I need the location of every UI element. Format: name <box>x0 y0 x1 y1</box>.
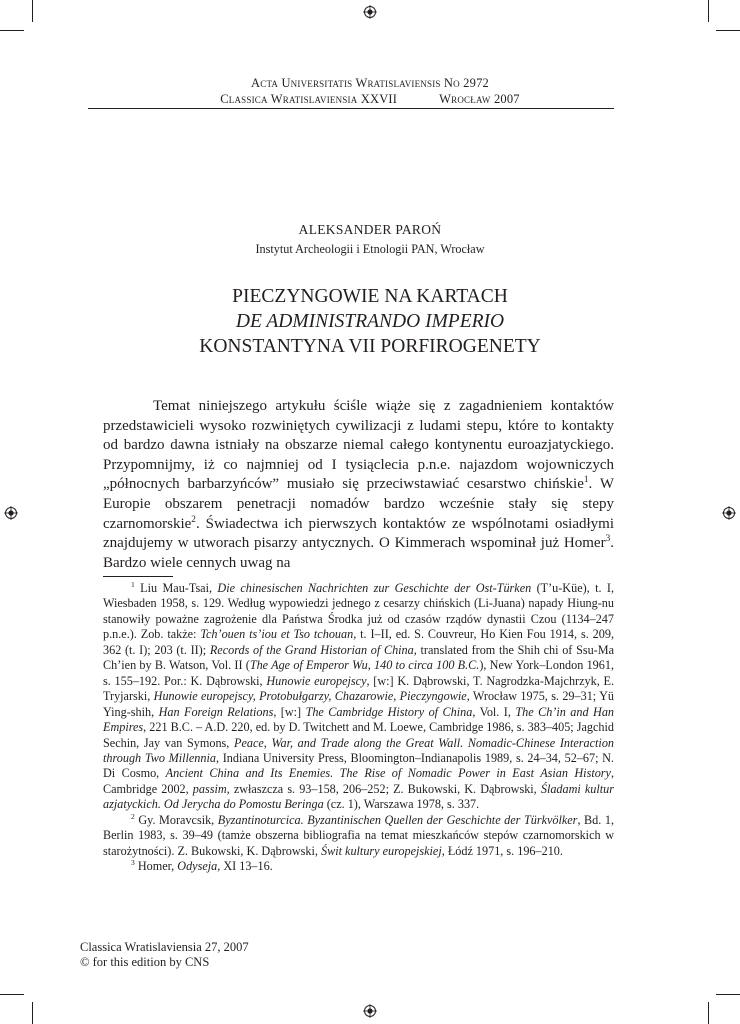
footnote-title: Odyseja <box>177 859 218 874</box>
article-title-line1: PIECZYNGOWIE NA KARTACH <box>232 286 508 307</box>
article-title-line2: DE ADMINISTRANDO IMPERIO <box>235 311 505 332</box>
footnote-title: Ancient China and Its Enemies. The Rise of Nomadic Power in East Asian History <box>165 766 611 781</box>
footnote-2 <box>103 813 614 859</box>
footnote-text: , Indiana University Press, Bloomington–Indianapolis 1989, s. 24–34, 52–67; N. Di Cosmo, <box>103 750 614 781</box>
article-title-line3: KONSTANTYNA VII PORFIROGENETY <box>199 336 541 357</box>
footnote-title: The Ch’in and Han Empires <box>103 704 615 735</box>
crop-mark <box>716 994 740 995</box>
place-year: Wrocław 2007 <box>439 92 520 106</box>
footnote-number: 2 <box>131 811 135 821</box>
footnote-text: (T’u-Küe), t. I, Wiesbaden 1958, s. 129. Według wypowiedzi jednego z cesarzy chińskich (Li-Juana) napady Hiung-nu stanowiły poważne zagrożenie dla Państwa Środka już od czasów rządów dynastii Czou (1134–247 p.n.e.). Zob. także: <box>103 581 614 642</box>
footnote-ref[interactable]: 3 <box>605 534 611 545</box>
footnote-title: The Age of Emperor Wu, 140 to circa 100 B.C. <box>249 658 480 673</box>
footer-copyright <box>80 940 249 970</box>
crop-mark <box>708 1002 709 1024</box>
footer-rights: © for this edition by CNS <box>80 955 210 969</box>
journal-header-line2 <box>0 92 740 107</box>
crop-mark <box>708 0 709 22</box>
journal-header-line1: Acta Universitatis Wratislaviensis No 2972 <box>251 76 489 90</box>
footnote-text: , [w:] K. Dąbrowski, T. Nagrodzka-Majchrzyk, E. Tryjarski, <box>103 673 614 704</box>
crop-mark <box>32 0 33 22</box>
footnote-title: Świt kultury europejskiej <box>321 843 442 858</box>
footnote-number: 3 <box>131 858 135 868</box>
footnote-1 <box>103 581 614 813</box>
footnote-title: Peace, War, and Trade along the Great Wall. Nomadic-Chinese Interaction through Two Millennia <box>103 735 615 765</box>
footnote-3 <box>103 859 614 874</box>
registration-mark-icon <box>4 506 18 520</box>
author-name: ALEKSANDER PAROŃ <box>298 222 442 237</box>
crop-mark <box>0 30 24 31</box>
footnote-title: Śladami kultur azjatyckich. Od Jerycha do Pomostu Beringa <box>103 781 615 812</box>
header-rule <box>88 108 614 109</box>
footnote-title: Hunowie europejscy <box>266 673 367 688</box>
footnote-text: Liu Mau-Tsai, <box>140 581 218 595</box>
footnote-text: , XI 13–16. <box>217 859 273 874</box>
footnote-text: , Wrocław 1975, s. 29–31; Yü Ying-shih, <box>103 689 615 719</box>
crop-mark <box>0 994 24 995</box>
body-text-part: . Świadectwa ich pierwszych kontaktów ze wspólnotami osiadłymi znajdujemy w utworach pisarzy antycznych. O Kimmerach wspominał już Homer <box>103 515 614 552</box>
registration-mark-icon <box>363 1004 377 1018</box>
footnote-text: , Vol. I, <box>472 704 516 719</box>
footnote-ref[interactable]: 2 <box>191 514 196 525</box>
footnote-separator <box>103 576 173 577</box>
footnote-title: Han Foreign Relations <box>158 704 274 719</box>
body-text-part: . Bardzo wiele cennych uwag na <box>103 535 614 571</box>
crop-mark <box>32 1002 33 1024</box>
footnote-number: 1 <box>131 579 135 589</box>
body-text-part: . W Europie obszarem penetracji nomadów bardzo wcześnie stały się stepy czarnomorskie <box>103 476 614 532</box>
footnote-text: , Bd. 1, Berlin 1983, s. 39–49 (tamże obszerna bibliografia na temat mieszkańców stepów czarnomorskich w starożytności). Z. Bukowski, K. Dąbrowski, <box>103 812 614 858</box>
footnote-text: , Łódź 1971, s. 196–210. <box>441 843 563 858</box>
footnote-text: , Cambridge 2002, <box>103 766 614 796</box>
footnote-text: Homer, <box>137 859 178 874</box>
footnote-title: Hunowie europejscy, Protobułgarzy, Chazarowie, Pieczyngowie <box>153 689 467 704</box>
crop-mark <box>716 30 740 31</box>
body-text-part: Temat niniejszego artykułu ściśle wiąże się z zagadnieniem kontaktów przedstawicieli wysoko rozwiniętych cywilizacji z ludami stepu, które to kontakty od bardzo dawna istniały na obszarze niemal całego kontynentu euroazjatyckiego. Przypomnijmy, iż co najmniej od I tysiąclecia p.n.e. najazdom wojowniczych „północnych barbarzyńców” musiało się przeciwstawiać cesarstwo chińskie <box>103 398 614 493</box>
footnote-title: Records of the Grand Historian of China <box>209 642 414 657</box>
footnote-text: , zwłaszcza s. 93–158, 206–252; Z. Bukowski, K. Dąbrowski, <box>226 781 541 796</box>
footnote-text: , translated from the Shih chi of Ssu-Ma Ch’ien by B. Watson, Vol. II ( <box>103 642 614 673</box>
registration-mark-icon <box>363 5 377 19</box>
footnote-text: Gy. Moravcsik, <box>138 812 218 827</box>
footnote-text: (cz. 1), Warszawa 1978, s. 337. <box>323 797 480 812</box>
footnote-title: The Cambridge History of China <box>305 704 473 719</box>
footnote-ref[interactable]: 1 <box>583 475 589 486</box>
series-name: Classica Wratislaviensia XXVII <box>220 92 398 106</box>
author-affiliation: Instytut Archeologii i Etnologii PAN, Wrocław <box>255 242 485 256</box>
footnote-title: Byzantinoturcica. Byzantinischen Quellen der Geschichte der Türkvölker <box>217 812 578 827</box>
footer-journal: Classica Wratislaviensia 27, 2007 <box>80 940 249 954</box>
footnote-text: ), New York–London 1961, s. 155–192. Por.: K. Dąbrowski, <box>103 658 614 688</box>
footnote-text: , [w:] <box>273 704 306 719</box>
footnote-title: passim <box>192 781 227 796</box>
footnote-text: , t. I–II, ed. S. Couvreur, Ho Kien Fou 1914, s. 209, 362 (t. I); 203 (t. II); <box>103 627 615 657</box>
footnote-title: Die chinesischen Nachrichten zur Geschichte der Ost-Türken <box>217 581 532 595</box>
registration-mark-icon <box>722 506 736 520</box>
body-paragraph <box>103 397 614 573</box>
footnote-title: Tch’ouen ts’iou et Tso tchouan <box>200 627 354 642</box>
footnote-text: , 221 B.C. – A.D. 220, ed. by D. Twitchett and M. Loewe, Cambridge 1986, s. 383–405; Jagchid Sechin, Jay van Symons, <box>103 720 614 750</box>
footnotes <box>103 581 614 875</box>
